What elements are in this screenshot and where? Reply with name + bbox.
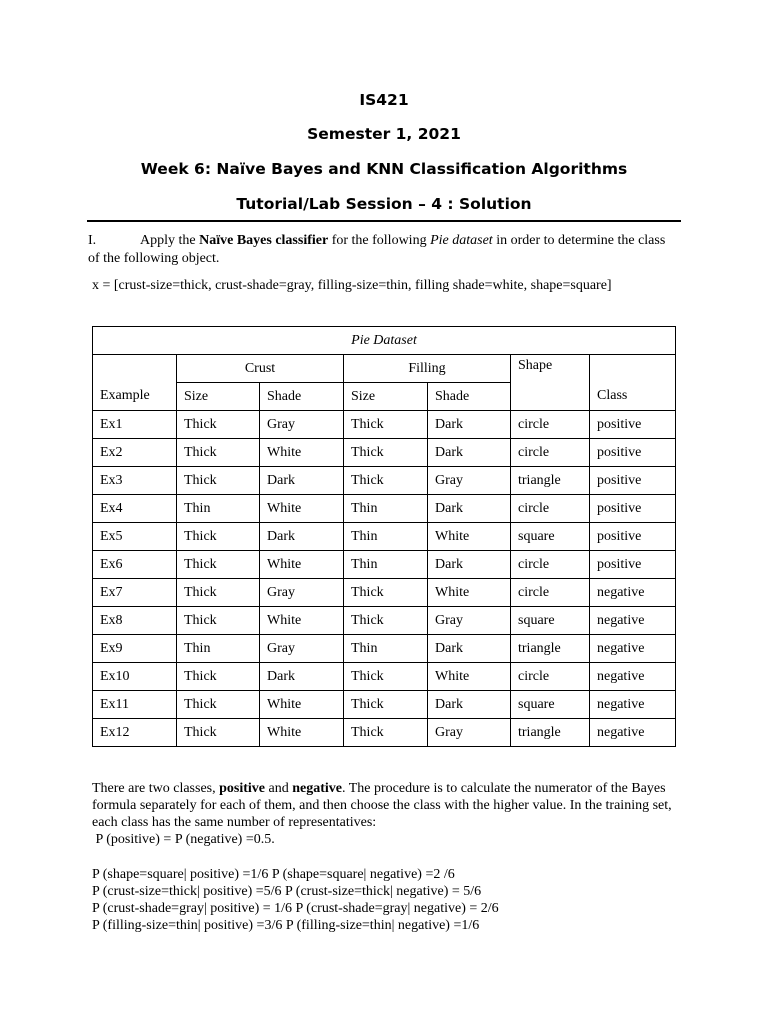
cell-class: positive — [590, 439, 676, 467]
cell-filling-shade: Gray — [428, 607, 511, 635]
cell-crust-size: Thick — [177, 523, 260, 551]
cell-example: Ex8 — [93, 607, 177, 635]
cell-class: negative — [590, 579, 676, 607]
semester-heading: Semester 1, 2021 — [307, 125, 461, 143]
cell-class: negative — [590, 607, 676, 635]
table-row — [93, 467, 676, 495]
cell-filling-shade: Dark — [428, 635, 511, 663]
cell-filling-size: Thick — [344, 439, 428, 467]
formula-line: P (crust-shade=gray| positive) = 1/6 P (crust-shade=gray| negative) = 2/6 — [92, 901, 499, 916]
cell-crust-shade: White — [260, 439, 344, 467]
cell-crust-shade: White — [260, 607, 344, 635]
cell-example: Ex9 — [93, 635, 177, 663]
cell-filling-size: Thin — [344, 523, 428, 551]
header-crust-shade: Shade — [260, 383, 344, 411]
cell-crust-size: Thick — [177, 411, 260, 439]
cell-shape: triangle — [511, 635, 590, 663]
cell-crust-shade: Gray — [260, 411, 344, 439]
cell-class: negative — [590, 719, 676, 747]
header-filling-size: Size — [344, 383, 428, 411]
class-negative: negative — [292, 781, 342, 796]
cell-crust-size: Thin — [177, 495, 260, 523]
object-definition: x = [crust-size=thick, crust-shade=gray, filling-size=thin, filling shade=white, shape=square] — [92, 278, 612, 293]
explanation-text-2: and — [265, 781, 293, 796]
cell-shape: square — [511, 523, 590, 551]
explanation-text-1: There are two classes, — [92, 781, 220, 796]
cell-class: positive — [590, 467, 676, 495]
cell-example: Ex11 — [93, 691, 177, 719]
cell-crust-size: Thick — [177, 467, 260, 495]
cell-shape: square — [511, 691, 590, 719]
week-heading: Week 6: Naïve Bayes and KNN Classification Algorithms — [140, 160, 628, 178]
table-row — [93, 523, 676, 551]
cell-crust-shade: White — [260, 691, 344, 719]
formula-line: P (crust-size=thick| positive) =5/6 P (crust-size=thick| negative) = 5/6 — [92, 884, 482, 899]
intro-bold: Naïve Bayes classifier — [199, 233, 329, 248]
cell-crust-shade: Dark — [260, 663, 344, 691]
cell-crust-size: Thick — [177, 579, 260, 607]
intro-text-c: in order to determine the class of the following object. — [88, 233, 666, 266]
cell-shape: triangle — [511, 719, 590, 747]
formula-line: P (filling-size=thin| positive) =3/6 P (filling-size=thin| negative) =1/6 — [92, 918, 480, 933]
class-positive: positive — [219, 781, 265, 796]
cell-example: Ex1 — [93, 411, 177, 439]
cell-filling-shade: Dark — [428, 495, 511, 523]
cell-example: Ex5 — [93, 523, 177, 551]
cell-example: Ex6 — [93, 551, 177, 579]
explanation-text-3: . The procedure is to calculate the numerator of the Bayes formula separately for each of them, and then choose the class with the higher value. In the training set, each class has the same number of representatives: — [92, 781, 672, 830]
table-row — [93, 663, 676, 691]
cell-filling-size: Thick — [344, 691, 428, 719]
table-row — [93, 607, 676, 635]
table-row — [93, 635, 676, 663]
cell-crust-shade: White — [260, 719, 344, 747]
cell-example: Ex7 — [93, 579, 177, 607]
cell-filling-shade: White — [428, 663, 511, 691]
session-heading: Tutorial/Lab Session – 4 : Solution — [236, 195, 532, 213]
cell-filling-shade: White — [428, 523, 511, 551]
cell-class: negative — [590, 663, 676, 691]
cell-crust-size: Thin — [177, 635, 260, 663]
cell-crust-size: Thick — [177, 691, 260, 719]
cell-crust-size: Thick — [177, 607, 260, 635]
cell-example: Ex3 — [93, 467, 177, 495]
cell-class: positive — [590, 523, 676, 551]
cell-filling-size: Thick — [344, 663, 428, 691]
cell-crust-shade: Gray — [260, 635, 344, 663]
table-row — [93, 551, 676, 579]
cell-filling-size: Thin — [344, 635, 428, 663]
header-crust: Crust — [177, 355, 344, 383]
heading-divider — [87, 220, 681, 222]
header-filling: Filling — [344, 355, 511, 383]
cell-shape: circle — [511, 663, 590, 691]
cell-crust-shade: Dark — [260, 467, 344, 495]
cell-class: positive — [590, 495, 676, 523]
pie-dataset-table — [92, 326, 676, 747]
cell-shape: circle — [511, 495, 590, 523]
table-row — [93, 411, 676, 439]
header-example: Example — [93, 355, 177, 411]
cell-crust-size: Thick — [177, 439, 260, 467]
cell-shape: triangle — [511, 467, 590, 495]
table-caption: Pie Dataset — [93, 327, 676, 355]
cell-filling-shade: Gray — [428, 719, 511, 747]
question-number: I. — [88, 233, 97, 248]
cell-filling-size: Thick — [344, 579, 428, 607]
question-intro — [88, 232, 678, 268]
explanation-paragraph — [92, 780, 692, 848]
header-filling-shade: Shade — [428, 383, 511, 411]
cell-crust-shade: White — [260, 495, 344, 523]
header-class: Class — [590, 355, 676, 411]
cell-crust-size: Thick — [177, 663, 260, 691]
header-shape: Shape — [511, 355, 590, 411]
intro-text-a: Apply the — [140, 233, 200, 248]
cell-class: positive — [590, 411, 676, 439]
cell-filling-size: Thick — [344, 607, 428, 635]
cell-crust-shade: White — [260, 551, 344, 579]
cell-filling-shade: Dark — [428, 691, 511, 719]
table-row — [93, 439, 676, 467]
formula-line: P (shape=square| positive) =1/6 P (shape=square| negative) =2 /6 — [92, 867, 455, 882]
conditional-probabilities — [92, 866, 692, 934]
cell-crust-shade: Dark — [260, 523, 344, 551]
cell-filling-size: Thick — [344, 719, 428, 747]
cell-class: positive — [590, 551, 676, 579]
cell-class: negative — [590, 691, 676, 719]
intro-italic: Pie dataset — [430, 233, 493, 248]
table-row — [93, 691, 676, 719]
cell-filling-shade: White — [428, 579, 511, 607]
cell-crust-shade: Gray — [260, 579, 344, 607]
intro-text-b: for the following — [328, 233, 431, 248]
table-row — [93, 579, 676, 607]
cell-filling-shade: Dark — [428, 551, 511, 579]
cell-example: Ex12 — [93, 719, 177, 747]
cell-filling-size: Thick — [344, 467, 428, 495]
header-crust-size: Size — [177, 383, 260, 411]
cell-example: Ex2 — [93, 439, 177, 467]
cell-example: Ex10 — [93, 663, 177, 691]
cell-filling-size: Thin — [344, 495, 428, 523]
cell-crust-size: Thick — [177, 719, 260, 747]
cell-example: Ex4 — [93, 495, 177, 523]
cell-crust-size: Thick — [177, 551, 260, 579]
table-row — [93, 719, 676, 747]
cell-shape: square — [511, 607, 590, 635]
cell-filling-size: Thin — [344, 551, 428, 579]
course-code: IS421 — [359, 91, 409, 109]
cell-shape: circle — [511, 551, 590, 579]
prior-probability: P (positive) = P (negative) =0.5. — [92, 832, 275, 847]
table-body — [93, 411, 676, 747]
cell-filling-shade: Dark — [428, 439, 511, 467]
cell-filling-shade: Gray — [428, 467, 511, 495]
cell-class: negative — [590, 635, 676, 663]
cell-filling-shade: Dark — [428, 411, 511, 439]
cell-shape: circle — [511, 579, 590, 607]
cell-filling-size: Thick — [344, 411, 428, 439]
table-row — [93, 495, 676, 523]
cell-shape: circle — [511, 411, 590, 439]
cell-shape: circle — [511, 439, 590, 467]
